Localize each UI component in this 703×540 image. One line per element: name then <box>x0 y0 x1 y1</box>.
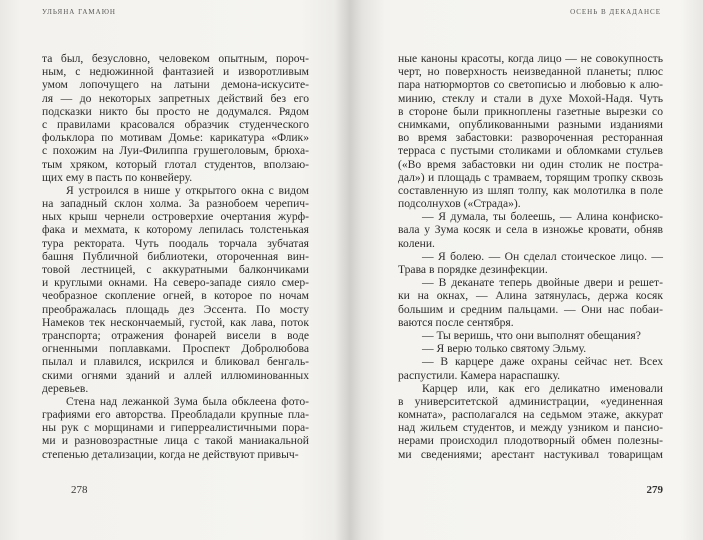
text-line: тура ректората. Чуть поодаль торчала зубчатая <box>42 236 309 250</box>
text-line: ных крыш чернели островерхие очертания журф- <box>42 210 309 224</box>
left-page <box>0 0 350 540</box>
text-line: над жильем студентов, и между узником и пансио- <box>398 421 663 435</box>
text-line: с похожим на Луи-Филиппа грушеголовым, брюха- <box>42 144 309 158</box>
text-line: башня Публичной библиотеки, отороченная вин- <box>42 249 309 263</box>
text-line: ны рук с морщинами и гиперреалистичными пора- <box>42 421 309 435</box>
text-line: — В деканате теперь двойные двери и решет- <box>422 276 663 290</box>
text-line: скими огнями зданий и аллей иллюминованных <box>42 368 309 382</box>
text-line: Трава в порядке дезинфекции. <box>398 263 548 276</box>
text-line: терраса с пустыми столиками и обломками стульев <box>398 144 663 158</box>
text-line: ваются после сентября. <box>398 315 514 329</box>
text-line: огненными поплавками. Проспект Добролюбова <box>42 342 309 356</box>
text-line: нерами происходил плодотворный обмен полезны- <box>398 434 663 448</box>
text-line: подсолнухов («Страда»). <box>398 197 521 211</box>
text-line: транспорта; отражения фонарей висели в воде <box>42 328 309 342</box>
running-head-author: УЛЬЯНА ГАМАЮН <box>42 8 116 16</box>
text-line: фака и мехмата, к которому лепилась толстенькая <box>42 223 309 237</box>
text-line: пара натюрмортов со светописью и любовью к алю- <box>398 78 663 92</box>
text-line: распустили. Камера нараспашку. <box>398 368 561 382</box>
page-number: 278 <box>71 484 88 496</box>
right-page <box>352 0 703 540</box>
text-line: с правилами красовался образчик студенческого <box>42 117 309 131</box>
text-line: во время забастовки: развороченная ресторанная <box>398 131 663 145</box>
text-line: вала у Зума косяк и села в изножье кровати, обняв <box>398 223 663 237</box>
text-line: ми сведениями; арестант настукивал товарищам <box>398 447 663 461</box>
text-line: составленную из шляп толпу, как молотилка в поле <box>398 183 663 197</box>
text-line: — Ты веришь, что они выполнят обещания? <box>422 328 641 342</box>
text-line: Стена над лежанкой Зума была обклеена фото- <box>66 394 309 408</box>
page-text <box>42 52 309 461</box>
text-line: умом лопочущего на латыни демона-искусите- <box>42 78 309 92</box>
text-line: товой лестницей, с аккуратными балкончиками <box>42 263 309 276</box>
text-line: колени. <box>398 236 435 250</box>
text-line: та был, безусловно, человеком опытным, пороч- <box>42 52 309 65</box>
text-line: ля — до некоторых запретных действий без его <box>42 91 309 105</box>
text-line: Я устроился в нише у открытого окна с видом <box>66 183 309 197</box>
text-line: подсказки никто бы просто не додумался. Рядом <box>42 104 309 118</box>
text-line: деревьев. <box>42 381 89 395</box>
text-line: комната», располагался на седьмом этаже, аккурат <box>398 408 663 422</box>
text-line: в университетской администрации, «уединенная <box>398 394 663 408</box>
text-line: минию, стеклу и стали в духе Мохой-Надя. Чуть <box>398 91 663 105</box>
text-line: ми и разновозрастные лица с такой маниакальной <box>42 434 309 448</box>
text-line: фольклора по мотивам Домье: карикатура «Флик» <box>42 131 309 145</box>
page-number: 279 <box>646 484 663 496</box>
text-line: («Во время забастовки ни один столик не постра- <box>398 157 663 171</box>
text-line: пылал и плавился, искрился и бликовал бенгаль- <box>42 355 309 369</box>
text-line: преображалась площадь дез Эссента. По мосту <box>42 302 309 316</box>
text-line: — Я болею. — Он сделал стоическое лицо. — <box>422 249 663 263</box>
text-line: — Я думала, ты болеешь, — Алина конфиско- <box>422 210 663 224</box>
text-line: ки на окнах, — Алина затянулась, держа косяк <box>398 289 663 303</box>
text-line: графиями его авторства. Преобладали крупные пла- <box>42 408 309 422</box>
text-line: на западный склон холма. За разнобоем черепич- <box>42 197 309 211</box>
text-line: — В карцере даже охраны сейчас нет. Всех <box>422 355 663 369</box>
text-line: ные каноны красоты, когда лицо — не совокупность <box>398 52 663 65</box>
text-line: чеобразное скопление огней, в которое по ночам <box>42 289 309 303</box>
page-text <box>398 52 663 461</box>
text-line: черт, но поверхность неизведанной планеты; плюс <box>398 65 663 79</box>
running-head-title: ОСЕНЬ В ДЕКАДАНСЕ <box>570 8 661 16</box>
text-line: большим и средним пальцами. — Они нас побаи- <box>398 302 663 316</box>
text-line: Карцер или, как его деликатно именовали <box>422 381 663 395</box>
text-line: степенью детализации, когда не действуют привыч- <box>42 447 299 461</box>
text-line: тым хряком, который глотал студентов, вползаю- <box>42 157 309 171</box>
text-line: снимками, опубликованными разными изданиями <box>398 117 663 131</box>
text-line: дал») и площадь с трамваем, торящим тропку сквозь <box>398 170 663 184</box>
text-line: Намеков тек нескончаемый, густой, как лава, поток <box>42 315 309 329</box>
text-line: щих ему в пасть по конвейеру. <box>42 170 193 184</box>
text-line: в стороне были прикноплены газетные вырезки со <box>398 104 663 118</box>
text-line: — Я верю только святому Эльму. <box>422 342 587 356</box>
text-line: ным, с недюжинной фантазией и изворотливым <box>42 65 309 79</box>
text-line: и круглыми окнами. На северо-западе сияло смер- <box>42 276 309 290</box>
